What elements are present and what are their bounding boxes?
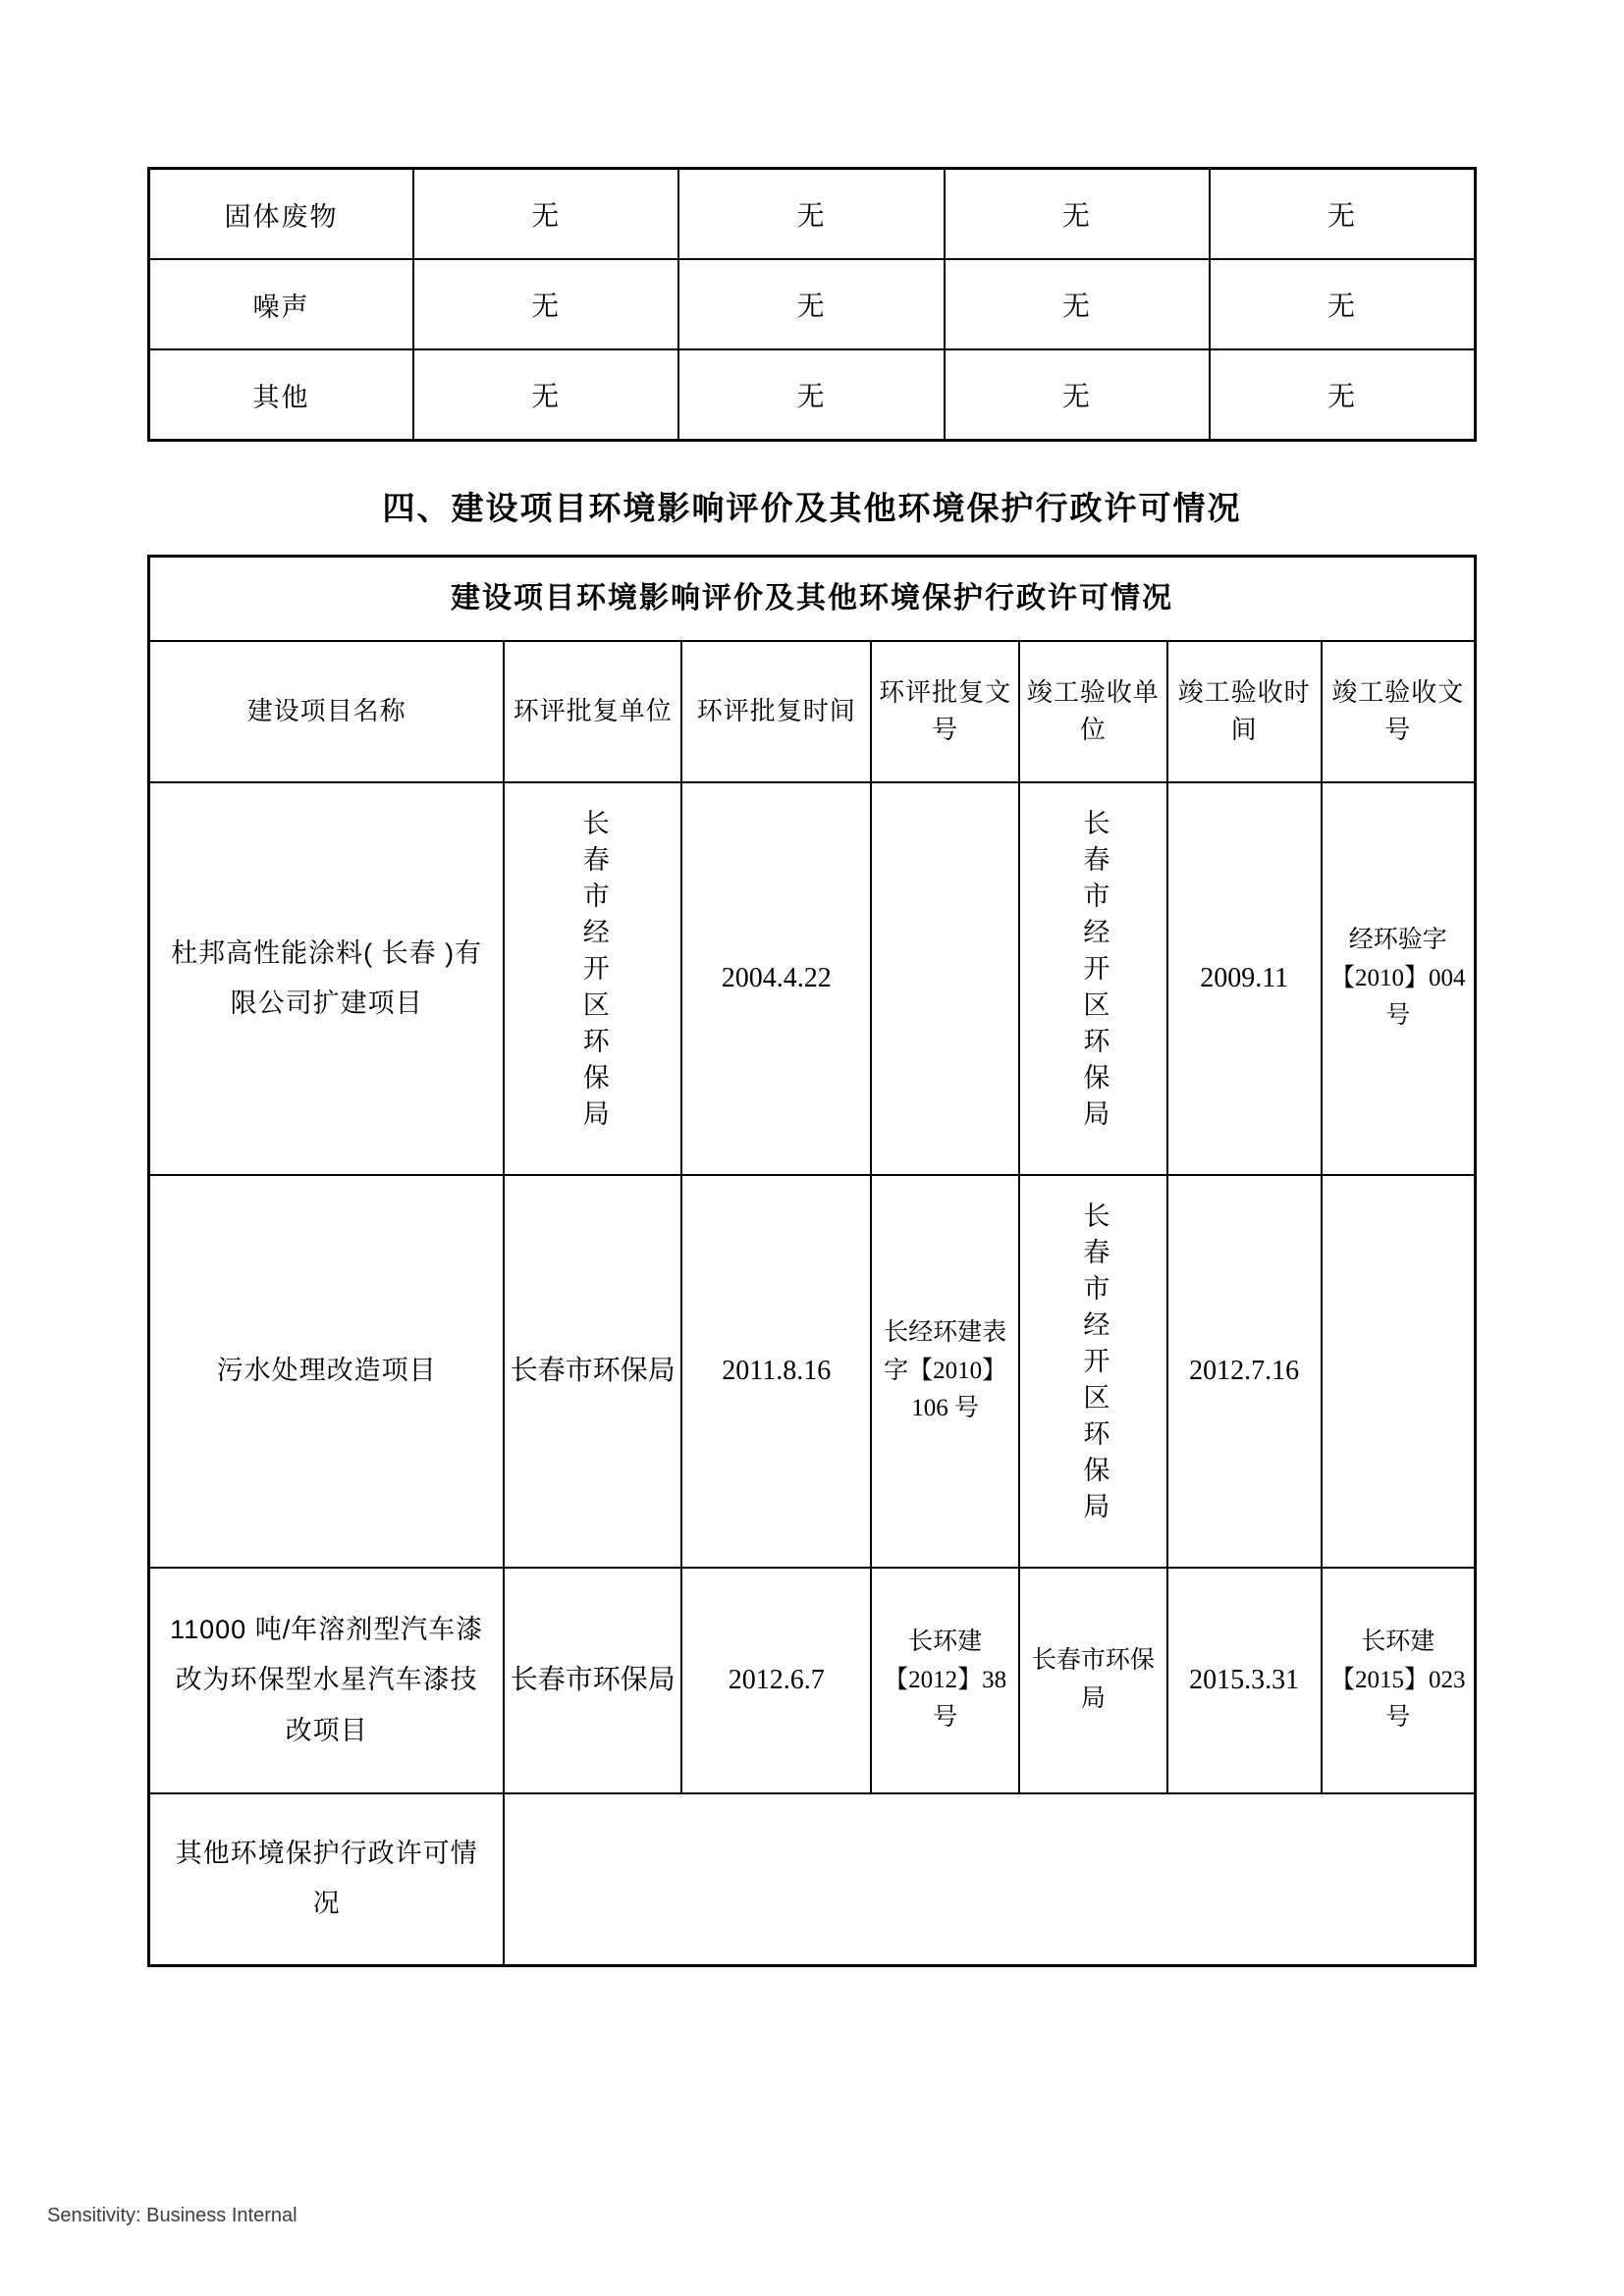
cell-acceptance-unit-1 bbox=[1019, 782, 1167, 1175]
table-row bbox=[149, 169, 1476, 260]
cell-other-permits-value bbox=[504, 1793, 1475, 1965]
table-row bbox=[149, 1175, 1476, 1568]
table-row bbox=[149, 349, 1476, 441]
table-row bbox=[149, 782, 1476, 1175]
vertical-text: 长春市经开区环保局 bbox=[1079, 1201, 1110, 1528]
cell-approval-doc-2: 长经环建表字【2010】106 号 bbox=[871, 1175, 1019, 1568]
header-approval-time: 环评批复时间 bbox=[681, 641, 871, 782]
cell-solid-waste-1: 无 bbox=[413, 169, 678, 260]
cell-acceptance-unit-3: 长春市环保局 bbox=[1019, 1568, 1167, 1793]
cell-approval-time-2: 2011.8.16 bbox=[681, 1175, 871, 1568]
cell-solid-waste-3: 无 bbox=[945, 169, 1210, 260]
table-caption-row bbox=[149, 557, 1476, 642]
eia-permit-table bbox=[147, 555, 1477, 1967]
cell-project-name-1: 杜邦高性能涂料( 长春 )有限公司扩建项目 bbox=[149, 782, 505, 1175]
vertical-text: 长春市经开区环保局 bbox=[578, 808, 609, 1136]
cell-solid-waste-2: 无 bbox=[678, 169, 944, 260]
cell-acceptance-time-1: 2009.11 bbox=[1167, 782, 1322, 1175]
header-acceptance-unit: 竣工验收单位 bbox=[1019, 641, 1167, 782]
cell-acceptance-doc-3: 长环建【2015】023 号 bbox=[1322, 1568, 1476, 1793]
table-row bbox=[149, 1568, 1476, 1793]
header-project-name: 建设项目名称 bbox=[149, 641, 505, 782]
cell-approval-unit-3: 长春市环保局 bbox=[504, 1568, 681, 1793]
cell-noise-4: 无 bbox=[1210, 259, 1475, 349]
row-label-noise: 噪声 bbox=[149, 259, 414, 349]
row-label-other: 其他 bbox=[149, 349, 414, 441]
table-caption: 建设项目环境影响评价及其他环境保护行政许可情况 bbox=[149, 557, 1476, 642]
cell-other-permits-label: 其他环境保护行政许可情况 bbox=[149, 1793, 505, 1965]
header-acceptance-doc: 竣工验收文号 bbox=[1322, 641, 1476, 782]
cell-approval-time-1: 2004.4.22 bbox=[681, 782, 871, 1175]
cell-approval-unit-1 bbox=[504, 782, 681, 1175]
cell-approval-doc-1 bbox=[871, 782, 1019, 1175]
cell-other-2: 无 bbox=[678, 349, 944, 441]
table-header-row bbox=[149, 641, 1476, 782]
cell-acceptance-doc-1: 经环验字【2010】004 号 bbox=[1322, 782, 1476, 1175]
section-heading: 四、建设项目环境影响评价及其他环境保护行政许可情况 bbox=[382, 490, 1242, 526]
table-row bbox=[149, 259, 1476, 349]
cell-project-name-3: 11000 吨/年溶剂型汽车漆改为环保型水星汽车漆技改项目 bbox=[149, 1568, 505, 1793]
cell-acceptance-time-2: 2012.7.16 bbox=[1167, 1175, 1322, 1568]
cell-approval-doc-3: 长环建【2012】38 号 bbox=[871, 1568, 1019, 1793]
cell-acceptance-doc-2 bbox=[1322, 1175, 1476, 1568]
cell-acceptance-unit-2 bbox=[1019, 1175, 1167, 1568]
cell-approval-time-3: 2012.6.7 bbox=[681, 1568, 871, 1793]
cell-other-1: 无 bbox=[413, 349, 678, 441]
header-approval-unit: 环评批复单位 bbox=[504, 641, 681, 782]
cell-other-3: 无 bbox=[945, 349, 1210, 441]
header-approval-doc: 环评批复文号 bbox=[871, 641, 1019, 782]
cell-noise-3: 无 bbox=[945, 259, 1210, 349]
cell-noise-2: 无 bbox=[678, 259, 944, 349]
table-row bbox=[149, 1793, 1476, 1965]
cell-approval-unit-2: 长春市环保局 bbox=[504, 1175, 681, 1568]
cell-noise-1: 无 bbox=[413, 259, 678, 349]
row-label-solid-waste: 固体废物 bbox=[149, 169, 414, 260]
vertical-text: 长春市经开区环保局 bbox=[1079, 808, 1110, 1136]
pollutant-summary-table bbox=[147, 167, 1477, 442]
cell-solid-waste-4: 无 bbox=[1210, 169, 1475, 260]
cell-acceptance-time-3: 2015.3.31 bbox=[1167, 1568, 1322, 1793]
sensitivity-label: Sensitivity: Business Internal bbox=[47, 2205, 298, 2226]
header-acceptance-time: 竣工验收时间 bbox=[1167, 641, 1322, 782]
cell-project-name-2: 污水处理改造项目 bbox=[149, 1175, 505, 1568]
cell-other-4: 无 bbox=[1210, 349, 1475, 441]
